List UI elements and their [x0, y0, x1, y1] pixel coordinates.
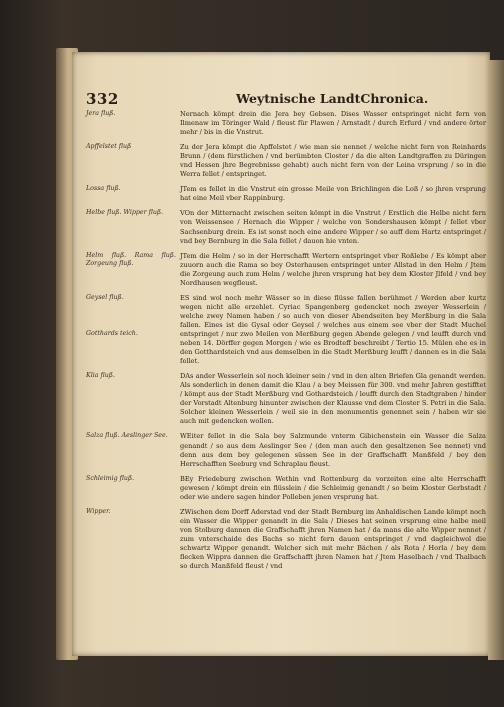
paragraph-lossa — [86, 185, 486, 203]
paragraph-text: VOn der Mitternacht zwischen seiten kömpt in die Vnstrut / Erstlich die Helbe nicht fern von Weissensee / Hernach die Wipper / welche von Sondershausen kömpt / fellet vber Sachsenburg drein. Es ist sonst noch eine andere Wipper / so auff dem Hartz entspringet / vnd bey Bernburg in die Sala fellet / dauon hie vnten. — [180, 209, 486, 245]
margin-note: Klia fluß. — [86, 372, 115, 380]
margin-note: Helm fluß. Rama fluß. Zorgeung fluß. — [86, 251, 176, 267]
book-right-edge — [488, 60, 504, 660]
margin-note: Jera fluß. — [86, 110, 116, 117]
paragraph-helbe — [86, 209, 486, 245]
paragraph-text: DAs ander Wesserlein sol noch kleiner sein / vnd in den alten Briefen Gla genandt werden. Als sonderlich in denen damit die Klau / a bey Meissen für 300. vnd mehr Jahren gestifftet / kömpt aus der Stadt Merßburg vnd Gothardsteich / leufft durch den Stadtgraben / hinder der Vorstadt Altenburg hinunter zwischen der Klausse vnd dem Closter S. Petri in die Sala. Solcher kleinen Wesserlein / weil sie in den monumentis genennet sein / haben wir sie auch mit gedencken wollen. — [180, 372, 486, 426]
paragraph-text: Zu der Jera kömpt die Apffelstet / wie man sie nennet / welche nicht fern von Reinhards Brunn / (dem fürstlichen / vnd berümbten Closter / da die alten Landtgraffen zu Düringen vnd Hessen jhre Begrebnisse gehabt) auch nicht fern von der Leina vrsprung / so in die Werra fellet / entspringet. — [180, 143, 486, 179]
margin-note: Schleimig fluß. — [86, 474, 135, 482]
paragraph-helm — [86, 252, 486, 288]
margin-note: Salza fluß. Aeslinger See. — [86, 432, 168, 440]
paragraph-text: BEy Friedeburg zwischen Wethin vnd Rottenburg da vorzeiten eine alte Herrschafft gewesen / kömpt drein ein flüsslein / die Schleimig genandt / so beim Kloster Gerbstadt / oder wie andere sagen hinder Polleben jenen vrsprung hat. — [180, 474, 486, 501]
margin-note: Wipper. — [86, 507, 111, 515]
margin-note: Geysel fluß. — [86, 293, 124, 301]
paragraph-salza — [86, 432, 486, 468]
paragraph-apffelstet — [86, 143, 486, 179]
page-number: 332 — [86, 90, 119, 108]
paragraph-schleimig — [86, 475, 486, 502]
page-header — [86, 90, 490, 112]
margin-note-secondary: Gotthards teich. — [86, 329, 138, 337]
paragraph-wipper — [86, 508, 486, 571]
paragraph-jera — [86, 110, 486, 137]
paragraph-text: ES sind wol noch mehr Wässer so in diese flüsse fallen berühmet / Werden aber kurtz wegen nicht alle erzehlet. Cyriac Spangenberg gedencket noch zweyer Wesserlein / welche zwey Namen haben / so auch von dieser Abendseiten bey Merßburg in die Sala fallen. Eines ist die Gysal oder Geysel / welches aus einem see vber der Stadt Muchel entspringet / nur zwo Meilen von Merßburg gegen Abende gelegen / vnd leufft durch vnd neben 14. Dörffer gegen Morgen / wie es Brodteff beschreibt / Tertio 15. Mülen ehe es in den Gotthardsteich vnd aus demselben in die Stadt Merßburg leufft / dannen es in die Sala fellet. — [180, 293, 486, 366]
paragraph-text: Nernach kömpt drein die Jera bey Gebsen. Dises Wasser entspringet nicht fern von Ilmenaw im Töringer Wald / fleust für Plawen / Arnstadt / durch Erfurd / vnd andere örter mehr / bis in die Vnstrut. — [180, 110, 486, 137]
running-title: Weytnische LandtChronica. — [236, 91, 429, 106]
page-body — [86, 110, 486, 577]
paragraph-text: ZWischen dem Dorff Aderstad vnd der Stadt Bernburg im Anhaldischen Lande kömpt noch ein Wasser die Wipper genandt in die Sala / Dieses hat seinen vrsprung eine halbe meil von Stolburg dannen die Graffschafft jhren Namen hat / da mans die alte Wipper nennet / zum vnterschaide des Bachs so nicht fern dauon entspringet / vnd dagleichwol die schwartz Wipper genandt. Welcher sich mit mehr Bächen / als Rota / Horla / bey dem flecken Wippra dannen die Graffschafft jhren Namen hat / Jtem Haselbach / vnd Thalbach so durch Manßfeld fleust / vnd — [180, 507, 486, 571]
paragraph-geysel — [86, 294, 486, 366]
margin-note: Lossa fluß. — [86, 185, 121, 193]
paragraph-klia — [86, 372, 486, 426]
paragraph-text: JTem die Helm / so in der Herrschafft Wertern entspringet vber Roßlebe / Es kömpt aber zuuorn auch die Rama so bey Osterhausen entspringet unter Allstad in den Helm / Jtem die Zorgeung auch zum Helm / welche jhren vrsprung hat bey dem Kloster Jlfeld / vnd bey Nordhausen wegfleust. — [180, 251, 486, 287]
margin-note: Apffelstet fluß — [86, 143, 132, 151]
margin-note: Helbe fluß. Wipper fluß. — [86, 209, 164, 217]
paragraph-text: WEiter fellet in die Sala bey Salzmunde vnterm Gibichenstein ein Wasser die Salza genandt / so aus dem Aeslinger See / (den man auch den gesaltzenen See nennet) vnd denn aus dem bey gelegenen süssen See in der Graffschafft Manßfeld / bey den Herrschafften Seeburg vnd Schraplau fleust. — [180, 432, 486, 468]
paragraph-text: JTem es fellet in die Vnstrut ein grosse Meile von Brichlingen die Loß / so jhren vrsprung hat eine Meil vber Rappinburg. — [180, 185, 486, 203]
